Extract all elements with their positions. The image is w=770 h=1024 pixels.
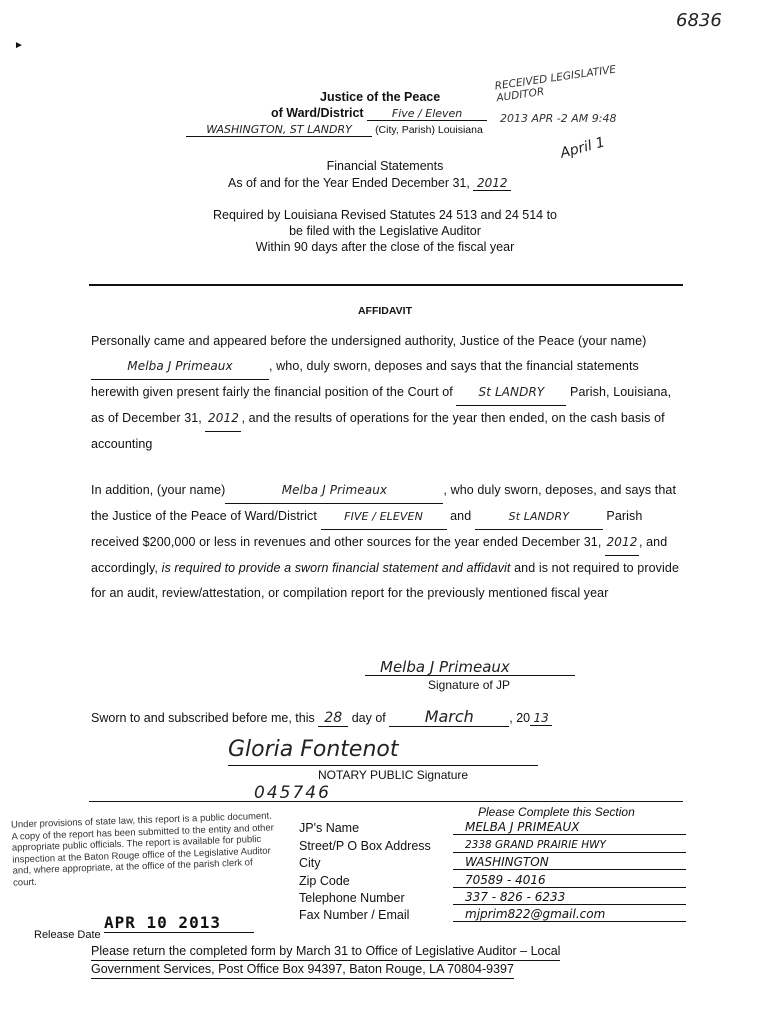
release-date-label: Release Date (34, 929, 101, 941)
city-value: WASHINGTON, ST LANDRY (186, 123, 372, 137)
header-ward-line (271, 106, 487, 121)
requirement-text (170, 207, 600, 255)
req-line-1: Required by Louisiana Revised Statutes 24 513 and 24 514 to (213, 208, 557, 222)
p1-court: St LANDRY (456, 380, 566, 406)
zip-label: Zip Code (299, 874, 350, 888)
jp-name-value: MELBA J PRIMEAUX (453, 819, 686, 835)
margin-mark: ► (14, 40, 24, 51)
sworn-line (91, 707, 552, 727)
document-number: 6836 (676, 10, 722, 31)
p2-ward: FIVE / ELEVEN (321, 504, 447, 530)
p1-jp-name: Melba J Primeaux (91, 354, 269, 380)
affidavit-title: AFFIDAVIT (357, 305, 413, 317)
sworn-year: 13 (530, 711, 552, 726)
p1-year: 2012 (205, 406, 241, 432)
req-line-2: be filed with the Legislative Auditor (289, 224, 481, 238)
jp-signature-line (365, 675, 575, 676)
header-title: Justice of the Peace (320, 90, 441, 104)
handwritten-note: April 1 (558, 134, 607, 162)
phone-label: Telephone Number (299, 891, 405, 905)
p2-parish: St LANDRY (475, 504, 603, 530)
ward-value: Five / Eleven (367, 107, 487, 121)
email-label: Fax Number / Email (299, 908, 410, 922)
phone-value: 337 - 826 - 6233 (453, 889, 686, 905)
contact-heading: Please Complete this Section (478, 805, 635, 819)
p1-text-d: , and the results of operations for the year then ended, on the cash basis of accounting (91, 411, 665, 451)
affidavit-paragraph-2 (91, 478, 683, 606)
notary-label: NOTARY PUBLIC Signature (318, 768, 469, 782)
fs-year: 2012 (473, 176, 511, 191)
divider (89, 284, 683, 286)
p2-jp-name: Melba J Primeaux (225, 478, 443, 504)
fs-period (228, 176, 511, 191)
p2-and: and (450, 509, 472, 523)
jp-name-label: JP's Name (299, 821, 360, 835)
city-label: City (299, 856, 321, 870)
fs-title: Financial Statements (326, 159, 444, 173)
jp-signature: Melba J Primeaux (380, 658, 510, 676)
affidavit-paragraph-1 (91, 329, 683, 457)
email-value: mjprim822@gmail.com (453, 906, 686, 922)
fs-period-label: As of and for the Year Ended December 31, (228, 176, 470, 190)
release-date: APR 10 2013 (104, 913, 254, 933)
p2-text-a: In addition, (your name) (91, 483, 226, 497)
notary-id: 045746 (254, 783, 331, 803)
p2-text-d: , and accordingly, (91, 535, 668, 575)
header-city-line (186, 123, 483, 137)
jp-signature-label: Signature of JP (428, 678, 511, 692)
received-stamp-date: 2013 APR -2 AM 9:48 (500, 112, 617, 125)
sworn-day: 28 (318, 710, 348, 727)
address-value: 2338 GRAND PRAIRIE HWY (453, 837, 686, 853)
sworn-text-a: Sworn to and subscribed before me, this (91, 711, 315, 725)
return-instructions (91, 943, 560, 979)
sworn-month: March (389, 707, 509, 727)
address-label: Street/P O Box Address (299, 839, 431, 853)
return-line-2: Government Services, Post Office Box 94397, Baton Rouge, LA 70804-9397 (91, 961, 514, 979)
p2-year: 2012 (605, 530, 639, 556)
return-line-1: Please return the completed form by March 31 to Office of Legislative Auditor – Local (91, 943, 560, 961)
zip-value: 70589 - 4016 (453, 872, 686, 888)
notary-signature: Gloria Fontenot (228, 737, 399, 762)
p1-text-b: , who, duly sworn, deposes and says that the financial statements herewith given present fairly the financial position of the Court of (91, 359, 639, 399)
sworn-text-c: , 20 (509, 711, 531, 725)
p2-italic-text: is required to provide a sworn financial statement and affidavit (161, 561, 511, 575)
p2-text-b: , who duly sworn, deposes, and says that the Justice of the Peace of Ward/District (91, 483, 677, 523)
p1-text-c: Parish, Louisiana, as of December 31, (91, 385, 672, 425)
sworn-text-b: day of (351, 711, 386, 725)
p2-text-c: Parish received $200,000 or less in revenues and other sources for the year ended December 31, (91, 509, 643, 549)
notary-divider (89, 801, 683, 802)
public-notice: Under provisions of state law, this report is a public document. A copy of the report has been submitted to the entity and other appropriate public officials. The report is available for public inspection at the Baton Rouge office of the Legislative Auditor and, where appropriate, at the office of the parish clerk of court. (10, 810, 274, 889)
req-line-3: Within 90 days after the close of the fiscal year (255, 240, 515, 254)
p2-text-e: and is not required to provide for an audit, review/attestation, or compilation report for the previously mentioned fiscal year (91, 561, 680, 600)
city-value-field: WASHINGTON (453, 854, 686, 870)
p1-text-a: Personally came and appeared before the undersigned authority, Justice of the Peace (your name) (91, 334, 647, 348)
ward-label: of Ward/District (271, 106, 364, 120)
city-parish-label: (City, Parish) Louisiana (375, 124, 483, 136)
received-stamp: RECEIVED LEGISLATIVE AUDITOR (494, 63, 617, 105)
notary-signature-line (228, 765, 538, 766)
